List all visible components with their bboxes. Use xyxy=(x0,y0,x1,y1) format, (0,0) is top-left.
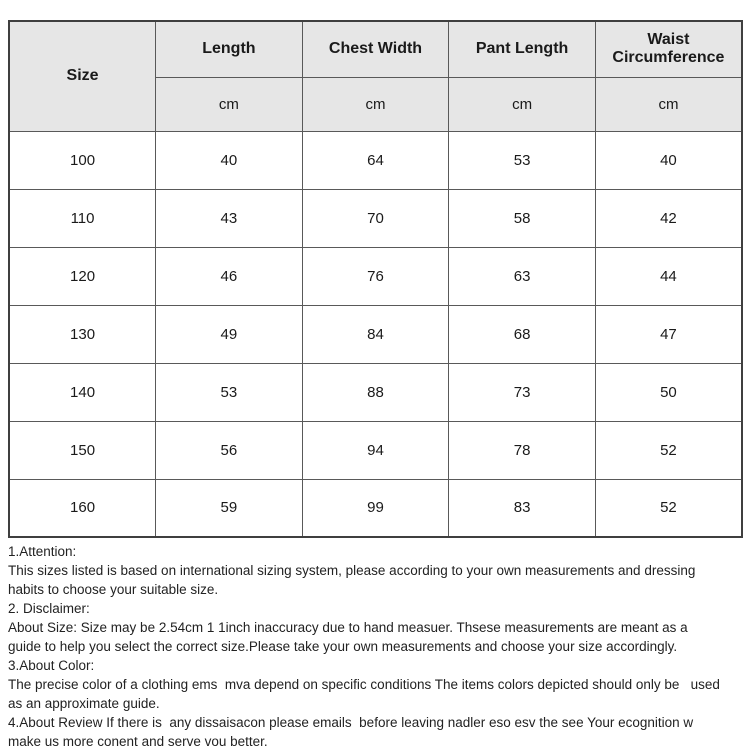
header-cell-column: Waist Circumference xyxy=(595,21,742,77)
note-line: The precise color of a clothing ems mva depend on specific conditions The items colors depicted should only be used xyxy=(8,677,720,692)
unit-cell: cm xyxy=(302,77,449,131)
measurement-value-cell: 63 xyxy=(449,247,596,305)
measurement-value-cell: 78 xyxy=(449,421,596,479)
measurement-value-cell: 43 xyxy=(156,189,303,247)
size-value-cell: 120 xyxy=(9,247,156,305)
note-line: habits to choose your suitable size. xyxy=(8,582,219,597)
size-value-cell: 160 xyxy=(9,479,156,537)
size-value-cell: 110 xyxy=(9,189,156,247)
measurement-value-cell: 50 xyxy=(595,363,742,421)
unit-cell: cm xyxy=(595,77,742,131)
note-line: 2. Disclaimer: xyxy=(8,601,90,616)
note-line: make us more conent and serve vou better. xyxy=(8,734,268,749)
unit-cell: cm xyxy=(449,77,596,131)
header-cell-column: Chest Width xyxy=(302,21,449,77)
measurement-value-cell: 84 xyxy=(302,305,449,363)
size-chart-table xyxy=(8,20,743,538)
note-line: This sizes listed is based on international sizing system, please according to your own measurements and dressing xyxy=(8,563,696,578)
header-cell-column: Length xyxy=(156,21,303,77)
table-row xyxy=(9,363,742,421)
table-row xyxy=(9,421,742,479)
measurement-value-cell: 70 xyxy=(302,189,449,247)
header-cell-size: Size xyxy=(9,21,156,131)
measurement-value-cell: 99 xyxy=(302,479,449,537)
size-value-cell: 100 xyxy=(9,131,156,189)
measurement-value-cell: 53 xyxy=(449,131,596,189)
measurement-value-cell: 40 xyxy=(595,131,742,189)
measurement-value-cell: 64 xyxy=(302,131,449,189)
header-cell-column: Pant Length xyxy=(449,21,596,77)
measurement-value-cell: 83 xyxy=(449,479,596,537)
size-chart-notes xyxy=(8,542,746,751)
note-line: 4.About Review If there is any dissaisacon please emails before leaving nadler eso esv the see Your ecognition w xyxy=(8,715,694,730)
note-line: guide to help you select the correct size.Please take your own measurements and choose your size accordingly. xyxy=(8,639,678,654)
measurement-value-cell: 42 xyxy=(595,189,742,247)
measurement-value-cell: 88 xyxy=(302,363,449,421)
note-line: 1.Attention: xyxy=(8,544,77,559)
table-row xyxy=(9,305,742,363)
table-row xyxy=(9,131,742,189)
note-line: About Size: Size may be 2.54cm 1 1inch inaccuracy due to hand measuer. Thsese measurements are meant as a xyxy=(8,620,688,635)
measurement-value-cell: 47 xyxy=(595,305,742,363)
measurement-value-cell: 40 xyxy=(156,131,303,189)
measurement-value-cell: 76 xyxy=(302,247,449,305)
unit-cell: cm xyxy=(156,77,303,131)
measurement-value-cell: 68 xyxy=(449,305,596,363)
table-row xyxy=(9,479,742,537)
measurement-value-cell: 73 xyxy=(449,363,596,421)
measurement-value-cell: 52 xyxy=(595,421,742,479)
note-line: as an approximate guide. xyxy=(8,696,160,711)
size-value-cell: 150 xyxy=(9,421,156,479)
table-row xyxy=(9,189,742,247)
measurement-value-cell: 59 xyxy=(156,479,303,537)
measurement-value-cell: 46 xyxy=(156,247,303,305)
size-value-cell: 140 xyxy=(9,363,156,421)
measurement-value-cell: 52 xyxy=(595,479,742,537)
note-line: 3.About Color: xyxy=(8,658,95,673)
size-value-cell: 130 xyxy=(9,305,156,363)
measurement-value-cell: 94 xyxy=(302,421,449,479)
measurement-value-cell: 53 xyxy=(156,363,303,421)
table-row xyxy=(9,247,742,305)
measurement-value-cell: 44 xyxy=(595,247,742,305)
measurement-value-cell: 58 xyxy=(449,189,596,247)
measurement-value-cell: 49 xyxy=(156,305,303,363)
measurement-value-cell: 56 xyxy=(156,421,303,479)
